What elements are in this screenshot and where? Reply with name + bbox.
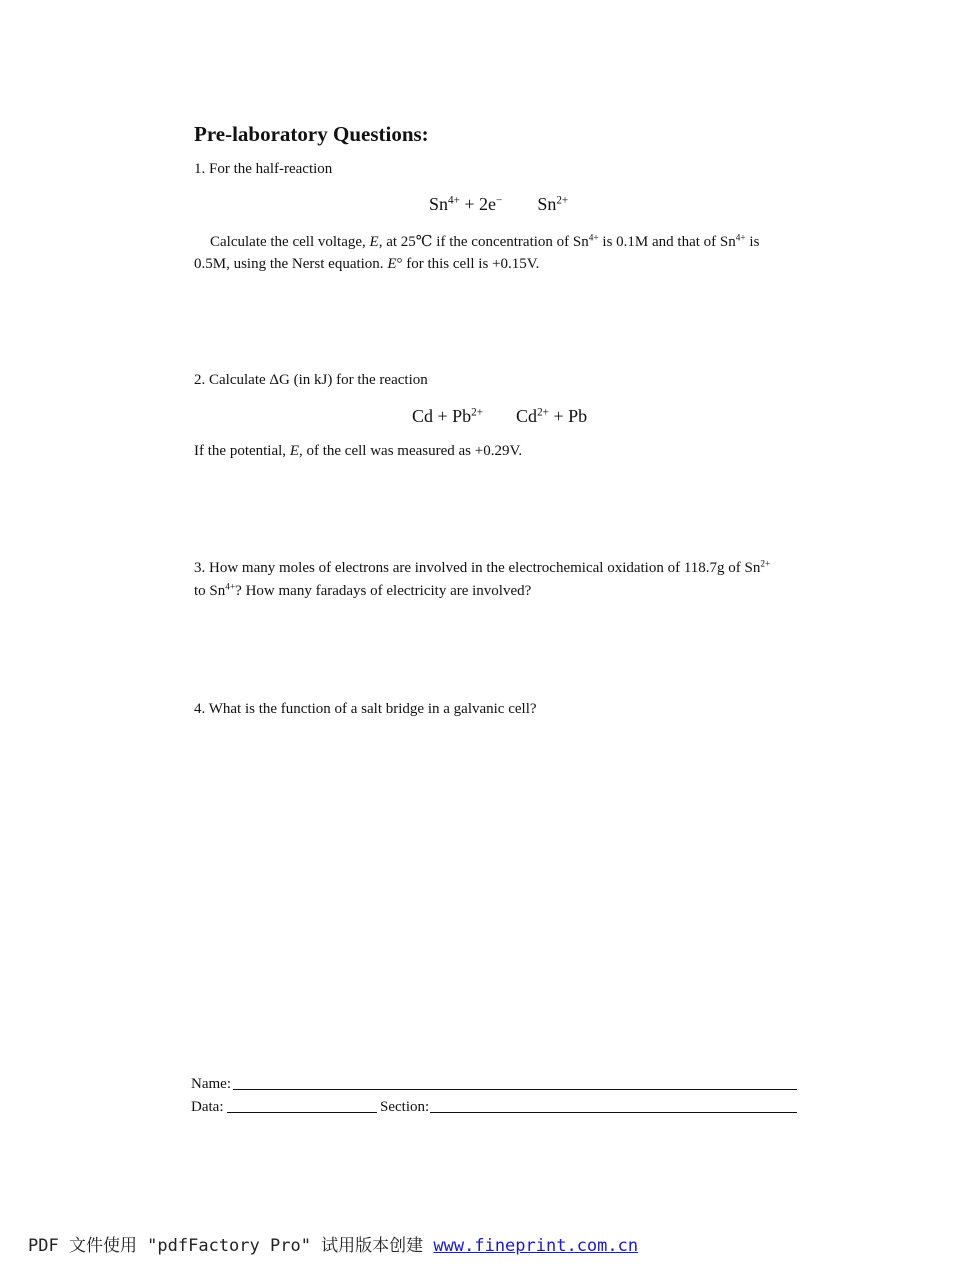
q3-line2-part-b: ? How many faradays of electricity are involved? [235,583,532,599]
pdf-footer [28,1231,638,1256]
q2-eq-left: Cd + Pb [412,406,472,426]
name-label: Name: [191,1076,231,1092]
data-field-line[interactable] [227,1112,377,1113]
q3-line1-sup: 2+ [760,559,771,570]
q2-eq-left-sup: 2+ [471,406,484,419]
footer-text: PDF 文件使用 "pdfFactory Pro" 试用版本创建 [28,1236,434,1256]
q1-text-line1 [210,232,759,251]
q1-eq-left-sup: 4+ [448,194,460,207]
q1-line1-sup1: 4+ [588,233,599,244]
q1-text-line2 [194,256,539,273]
footer-link[interactable]: www.fineprint.com.cn [433,1236,639,1256]
q2-equation [412,406,587,427]
q1-line1-symbol-e: E [369,234,379,250]
q1-eq-mid: + 2e [459,194,497,214]
q1-line2-symbol-e: E [387,256,397,272]
q2-text-part-a: If the potential, [194,443,290,459]
q3-text-line2 [194,583,531,600]
q3-line2-sup: 4+ [225,582,236,593]
q2-symbol-e: E [289,443,299,459]
q1-eq-right-sup: 2+ [556,194,569,207]
q2-intro-part-b: (in kJ) for the reaction [289,372,428,388]
q1-line1-part-a: Calculate the cell voltage, [210,234,370,250]
q1-equation [429,194,568,215]
q2-text-part-b: , of the cell was measured as +0.29V. [298,443,523,459]
q2-text [194,443,522,460]
q1-eq-left: Sn [429,194,449,214]
data-label: Data: [191,1099,224,1115]
q2-eq-right-b: + Pb [548,406,588,426]
q1-line1-part-d: is [745,234,760,250]
q3-text-line1 [194,560,770,577]
q4-text: 4. What is the function of a salt bridge in a galvanic cell? [194,701,537,717]
q1-line1-part-c: is 0.1M and that of Sn [598,234,736,250]
q2-intro-part-a: 2. Calculate ΔG [194,372,290,388]
q1-eq-mid-sup: − [496,194,503,207]
name-field-line[interactable] [233,1089,797,1090]
q2-eq-right: Cd [516,406,538,426]
q2-eq-right-sup: 2+ [537,406,549,419]
q1-line2-part-a: 0.5M, using the Nerst equation. [194,256,388,272]
section-field-line[interactable] [430,1112,797,1113]
q1-line2-part-b: ° for this cell is +0.15V. [396,256,540,272]
q3-line1-text: 3. How many moles of electrons are involved in the electrochemical oxidation of 118.7g of Sn [194,560,761,576]
q1-line1-part-b: , at 25℃ if the concentration of Sn [378,234,589,250]
q1-eq-right: Sn [537,194,557,214]
section-label: Section: [380,1099,430,1115]
page-title: Pre-laboratory Questions: [194,122,429,146]
q1-line1-sup2: 4+ [735,233,746,244]
q2-intro [194,372,428,389]
q3-line2-part-a: to Sn [194,583,226,599]
q1-intro: 1. For the half-reaction [194,161,333,177]
